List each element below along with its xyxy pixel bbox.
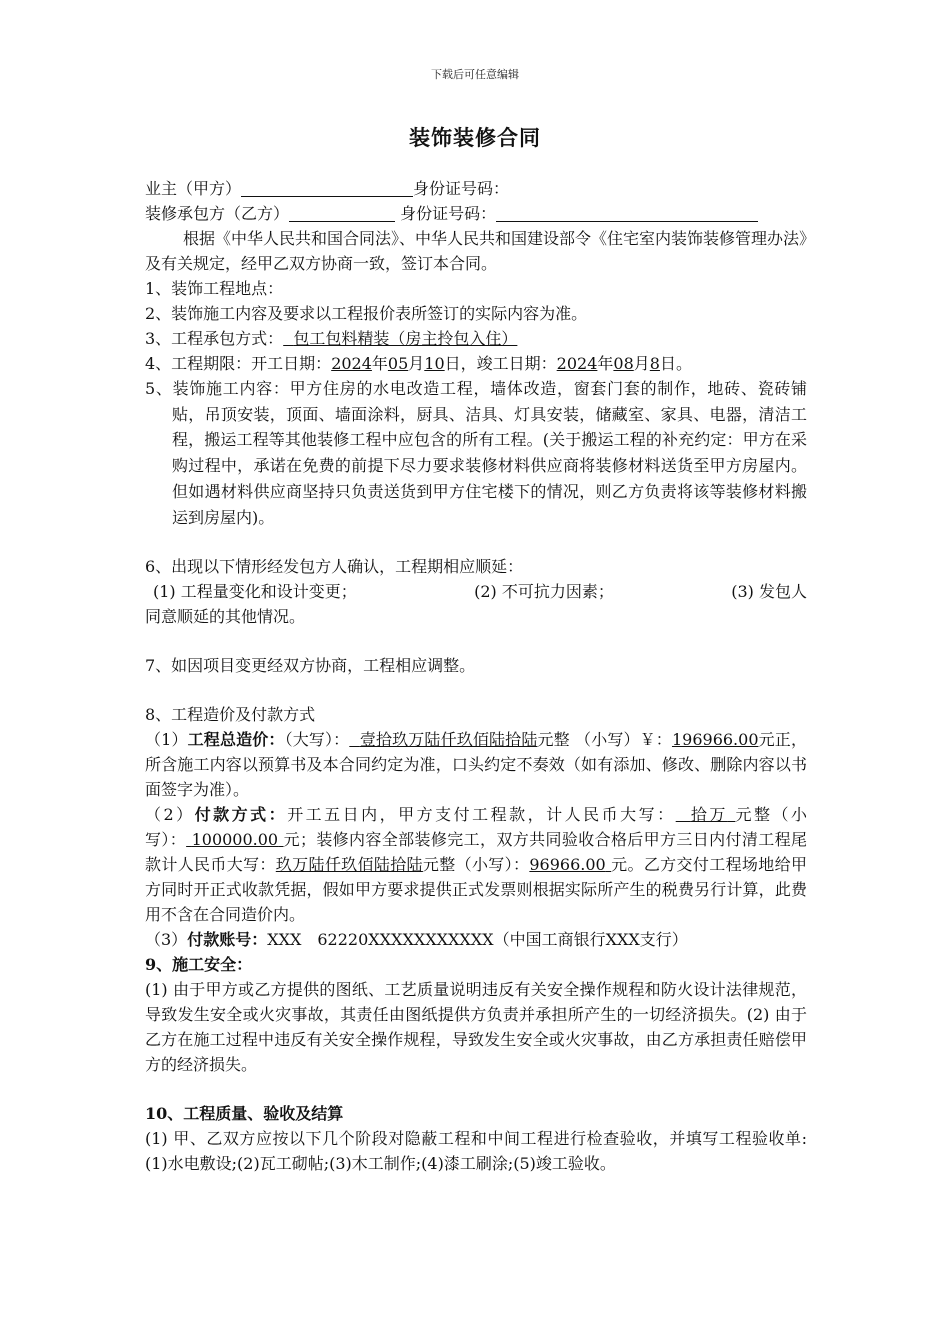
start-day: 10 [424, 354, 445, 373]
section-4-end: 日。 [659, 354, 692, 373]
top-note: 下载后可任意编辑 [431, 68, 519, 81]
spacer [145, 1077, 807, 1101]
month-unit: 月 [408, 354, 425, 373]
final-payment-words: 玖万陆仟玖佰陆拾陆 [275, 855, 423, 875]
contractor-id-blank[interactable] [496, 204, 758, 222]
end-day: 8 [649, 354, 660, 373]
section-8-heading: 8、工程造价及付款方式 [145, 705, 316, 725]
contractor-line [145, 201, 807, 226]
text: 元；装修内容全部装修完工，双方共同验收合格后甲方三日内付清工程尾款计人民币大写： [145, 830, 807, 875]
spacer [145, 530, 807, 554]
payment-method-label: 付款方式： [194, 805, 288, 825]
end-year: 2024 [556, 354, 598, 373]
total-price-paragraph [145, 727, 807, 802]
section-10-text: (1) 甲、乙双方应按以下几个阶段对隐蔽工程和中间工程进行检查验收，并填写工程验收单:(1)水电敷设;(2)瓦工砌帖;(3)木工制作;(4)漆工刷涂;(5)竣工验收。 [145, 1129, 807, 1174]
text: 开工五日内，甲方支付工程款，计人民币大写： [287, 805, 676, 825]
section-1: 1、装饰工程地点： [145, 279, 284, 298]
intro-paragraph: 根据《中华人民共和国合同法》、中华人民共和国建设部令《住宅室内装饰装修管理办法》及有关规定，经甲乙双方协商一致，签订本合同。 [145, 229, 808, 273]
text: （大写）： [284, 730, 350, 750]
spacer [145, 678, 807, 702]
section-2: 2、装饰施工内容及要求以工程报价表所签订的实际内容为准。 [145, 304, 588, 323]
start-year: 2024 [331, 354, 372, 373]
payment-account-line [145, 927, 807, 952]
owner-line [145, 176, 807, 201]
contract-mode-value: 包工包料精装（房主拎包入住） [293, 329, 518, 348]
text: 元整（小写）： [145, 805, 807, 850]
section-4 [145, 351, 807, 376]
section-6-item-2: (2) 不可抗力因素； [474, 582, 614, 602]
month-unit: 月 [633, 354, 650, 373]
contract-body [145, 176, 807, 1176]
owner-id-label: 身份证号码： [413, 179, 510, 198]
contractor-name-blank[interactable] [289, 204, 395, 222]
section-4-prefix: 4、工程期限：开工日期： [145, 354, 332, 373]
section-9-heading: 9、施工安全： [145, 955, 253, 975]
total-price-words: 壹拾玖万陆仟玖佰陆拾陆 [359, 730, 538, 750]
section-7: 7、如因项目变更经双方协商，工程相应调整。 [145, 656, 476, 676]
payment-account-value: XXX 62220XXXXXXXXXXX（中国工商银行XXX支行） [267, 930, 688, 950]
year-unit: 年 [597, 354, 614, 373]
section-9-text: (1) 由于甲方或乙方提供的图纸、工艺质量说明违反有关安全操作规程和防火设计法律规范，导致发生安全或火灾事故，其责任由图纸提供方负责并承担所产生的一切经济损失。(2) 由于乙方在施工过程中违反有关安全操作规程，导致发生安全或火灾事故，由乙方承担责任赔偿甲方的经济损失。 [145, 980, 807, 1075]
spacer [145, 629, 807, 653]
contractor-id-label: 身份证号码： [400, 204, 497, 223]
section-3-label: 3、工程承包方式： [145, 329, 284, 348]
section-6-item-1: (1) 工程量变化和设计变更； [153, 582, 357, 602]
item-number: （1） [145, 730, 188, 750]
section-6-items [145, 579, 807, 604]
item-number: （2） [145, 805, 195, 825]
first-payment-words: 拾万 [690, 805, 728, 825]
final-payment-figures: 96966.00 [529, 855, 606, 875]
section-6-item-3: (3) 发包人 [731, 582, 807, 602]
total-price-label: 工程总造价： [187, 730, 285, 750]
payment-method-paragraph [145, 802, 807, 927]
section-3 [145, 326, 807, 351]
first-payment-figures: 100000.00 [191, 830, 279, 850]
total-price-figures: 196966.00 [671, 730, 759, 750]
section-10-heading: 10、工程质量、验收及结算 [145, 1104, 344, 1124]
year-unit: 年 [371, 354, 388, 373]
end-month: 08 [613, 354, 634, 373]
text: 元整（小写）： [422, 855, 530, 875]
payment-account-label: 付款账号： [187, 930, 268, 950]
start-month: 05 [387, 354, 409, 373]
owner-label: 业主（甲方） [145, 179, 242, 198]
contractor-label: 装修承包方（乙方） [145, 204, 290, 223]
section-6-item-3-cont: 同意顺延的其他情况。 [145, 607, 306, 627]
text: 元。乙方交付工程场地给甲方同时开正式收款凭据，假如甲方要求提供正式发票则根据实际所产生的税费另行计算，此费用不含在合同造价内。 [145, 855, 807, 925]
owner-name-blank[interactable] [241, 179, 413, 197]
text: 元正，所含施工内容以预算书及本合同约定为准，口头约定不奏效（如有添加、修改、删除内容以书面签字为准）。 [145, 730, 807, 800]
document-title: 装饰装修合同 [409, 125, 541, 150]
section-5: 5、装饰施工内容：甲方住房的水电改造工程，墙体改造，窗套门套的制作，地砖、瓷砖铺贴，吊顶安装，顶面、墙面涂料，厨具、洁具、灯具安装，储藏室、家具、电器，清洁工程，搬运工程等其他装修工程中应包含的所有工程。(关于搬运工程的补充约定：甲方在采购过程中，承诺在免费的前提下尽力要求装修材料供应商将装修材料送货至甲方房屋内。但如遇材料供应商坚持只负责送货到甲方住宅楼下的情况，则乙方负责将该等装修材料搬运到房屋内)。 [145, 379, 807, 527]
item-number: （3） [145, 930, 188, 950]
section-6-heading: 6、出现以下情形经发包方人确认，工程期相应顺延： [145, 557, 524, 577]
text: 元整 （小写）￥： [537, 730, 672, 750]
section-4-mid: 日，竣工日期： [444, 354, 557, 373]
